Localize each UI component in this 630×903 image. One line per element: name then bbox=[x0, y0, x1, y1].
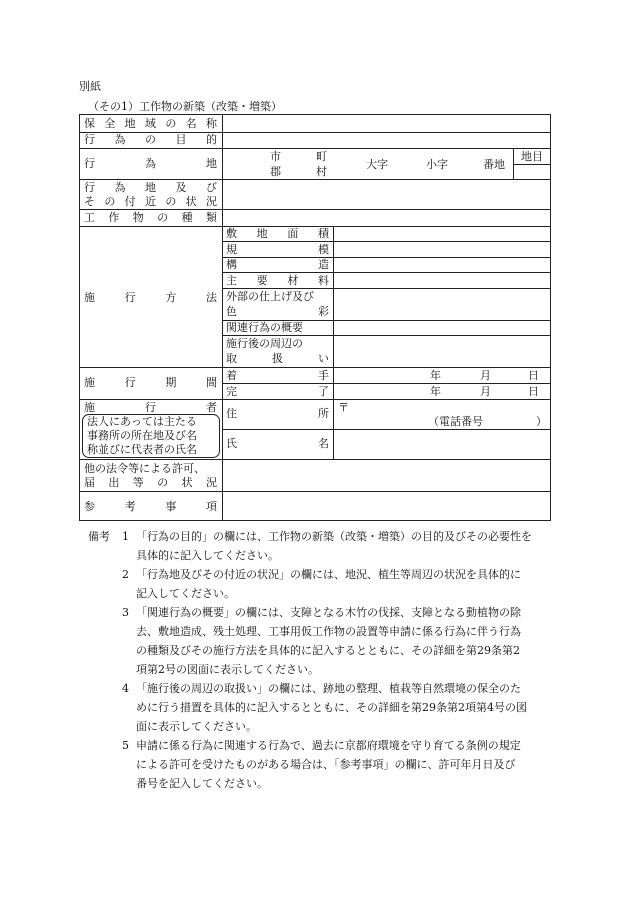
label-jusho: 住 所 bbox=[226, 407, 329, 420]
sub-row-divider bbox=[222, 335, 550, 336]
label-gun: 郡 bbox=[270, 165, 281, 178]
note-line: 記入してください。 bbox=[136, 587, 235, 600]
label-koui-chi-oyobi-2: そ の 付 近 の 状 況 bbox=[84, 195, 217, 208]
label-banchi: 番地 bbox=[483, 158, 505, 171]
label-nen: 年 bbox=[430, 385, 441, 398]
label-gaibu-1: 外部の仕上げ及び bbox=[226, 290, 314, 303]
label-shuyou-zairyou: 主 要 材 料 bbox=[226, 274, 329, 287]
attachment-label: 別紙 bbox=[79, 80, 101, 93]
row-divider bbox=[80, 459, 550, 460]
label-hi: 日 bbox=[528, 385, 539, 398]
label-hozen-chiiki: 保 全 地 域 の 名 称 bbox=[84, 117, 217, 130]
note-line: の種類及びその施行方法を具体的に記入するとともに、その詳細を第29条第2 bbox=[136, 644, 520, 657]
label-taho-1: 他の法令等による許可、 bbox=[84, 462, 205, 475]
label-tsuki: 月 bbox=[480, 369, 491, 382]
label-kanryou: 完 了 bbox=[226, 385, 329, 398]
sub-row-divider bbox=[222, 429, 550, 430]
note-item bbox=[122, 527, 562, 565]
sub-row-divider bbox=[513, 164, 550, 165]
note-item bbox=[122, 603, 562, 679]
note-line: 去、敷地造成、残土処理、工事用仮工作物の設置等申請に係る行為に伴う行為 bbox=[136, 625, 521, 638]
note-line: 「行為の目的」の欄には、工作物の新築（改築・増築）の目的及びその必要性を bbox=[136, 530, 532, 543]
note-item bbox=[122, 736, 562, 793]
label-sekousha: 施 行 者 bbox=[84, 401, 217, 414]
note-line: 「施行後の周辺の取扱い」の欄には、跡地の整理、植栽等自然環境の保全のた bbox=[136, 682, 521, 695]
label-koui-chi-oyobi-1: 行 為 地 及 び bbox=[84, 181, 217, 194]
label-denwa: （電話番号 bbox=[428, 415, 483, 428]
row-divider bbox=[80, 179, 550, 180]
sub-row-divider bbox=[222, 272, 550, 273]
row-divider bbox=[80, 148, 550, 149]
row-divider bbox=[80, 367, 550, 368]
label-postal: 〒 bbox=[338, 401, 349, 414]
note-item bbox=[122, 565, 562, 603]
label-sekou-houhou: 施 行 方 法 bbox=[84, 291, 217, 304]
row-divider bbox=[80, 399, 550, 400]
label-kanren-koui: 関連行為の概要 bbox=[226, 321, 303, 334]
column-divider bbox=[513, 148, 514, 179]
label-houjin-1: 法人にあっては主たる bbox=[87, 415, 197, 428]
note-number: 1 bbox=[122, 530, 129, 543]
note-item bbox=[122, 679, 562, 736]
application-form-table bbox=[79, 114, 551, 521]
label-sankou-jikou: 参 考 事 項 bbox=[84, 500, 217, 513]
note-line: 申請に係る行為に関連する行為で、過去に京都府環境を守り育てる条例の規定 bbox=[136, 739, 521, 752]
form-subtitle: （その1）工作物の新築（改築・増築） bbox=[88, 100, 282, 113]
label-kousakubutsu: 工 作 物 の 種 類 bbox=[84, 211, 217, 224]
note-number: 5 bbox=[122, 739, 129, 752]
sub-row-divider bbox=[222, 288, 550, 289]
note-line: による許可を受けたものがある場合は、「参考事項」の欄に、許可年月日及び bbox=[136, 758, 516, 771]
label-nen: 年 bbox=[430, 369, 441, 382]
label-sekougo-2: 取 扱 い bbox=[226, 352, 329, 365]
label-shikichi-menseki: 敷 地 面 積 bbox=[226, 227, 329, 240]
label-koui-chi: 行 為 地 bbox=[84, 157, 217, 170]
label-chakushu: 着 手 bbox=[226, 369, 329, 382]
sublabel-column-divider bbox=[333, 226, 334, 459]
label-koui-mokuteki: 行 為 の 目 的 bbox=[84, 133, 217, 146]
label-mura: 村 bbox=[316, 165, 327, 178]
note-line: 番号を記入してください。 bbox=[136, 777, 268, 790]
label-machi: 町 bbox=[316, 150, 327, 163]
label-hi: 日 bbox=[528, 369, 539, 382]
note-line: めに行う措置を具体的に記入するとともに、その詳細を第29条第2項第4号の図 bbox=[136, 701, 527, 714]
label-kibo: 規 模 bbox=[226, 243, 329, 256]
note-line: 項第2号の図面に表示してください。 bbox=[136, 663, 319, 676]
label-sekougo-1: 施行後の周辺の bbox=[226, 337, 303, 350]
label-denwa-close: ） bbox=[536, 415, 547, 428]
notes-label: 備考 bbox=[88, 530, 110, 543]
label-chimoku: 地目 bbox=[521, 150, 543, 163]
note-number: 3 bbox=[122, 606, 129, 619]
label-houjin-3: 称並びに代表者の氏名 bbox=[87, 443, 197, 456]
note-number: 2 bbox=[122, 568, 129, 581]
note-line: 具体的に記入してください。 bbox=[136, 549, 279, 562]
note-line: 面に表示してください。 bbox=[136, 720, 257, 733]
label-houjin-2: 事務所の所在地及び名 bbox=[87, 429, 197, 442]
label-shi: 市 bbox=[270, 150, 281, 163]
row-divider bbox=[80, 209, 550, 210]
label-koaza: 小字 bbox=[426, 158, 448, 171]
sub-row-divider bbox=[222, 241, 550, 242]
notes-list bbox=[122, 527, 562, 793]
sub-row-divider bbox=[222, 383, 550, 384]
label-column-divider bbox=[222, 115, 223, 520]
label-tsuki: 月 bbox=[480, 385, 491, 398]
label-shimei: 氏 名 bbox=[226, 437, 329, 450]
label-taho-2: 届 出 等 の 状 況 bbox=[84, 476, 217, 489]
note-line: 「関連行為の概要」の欄には、支障となる木竹の伐採、支障となる動植物の除 bbox=[136, 606, 521, 619]
row-divider bbox=[80, 491, 550, 492]
label-kouzou: 構 造 bbox=[226, 258, 329, 271]
label-sekou-kikan: 施 行 期 間 bbox=[84, 376, 217, 389]
label-oaza: 大字 bbox=[366, 158, 388, 171]
note-line: 「行為地及びその付近の状況」の欄には、地況、植生等周辺の状況を具体的に bbox=[136, 568, 521, 581]
note-number: 4 bbox=[122, 682, 129, 695]
label-gaibu-2: 色 彩 bbox=[226, 305, 329, 318]
